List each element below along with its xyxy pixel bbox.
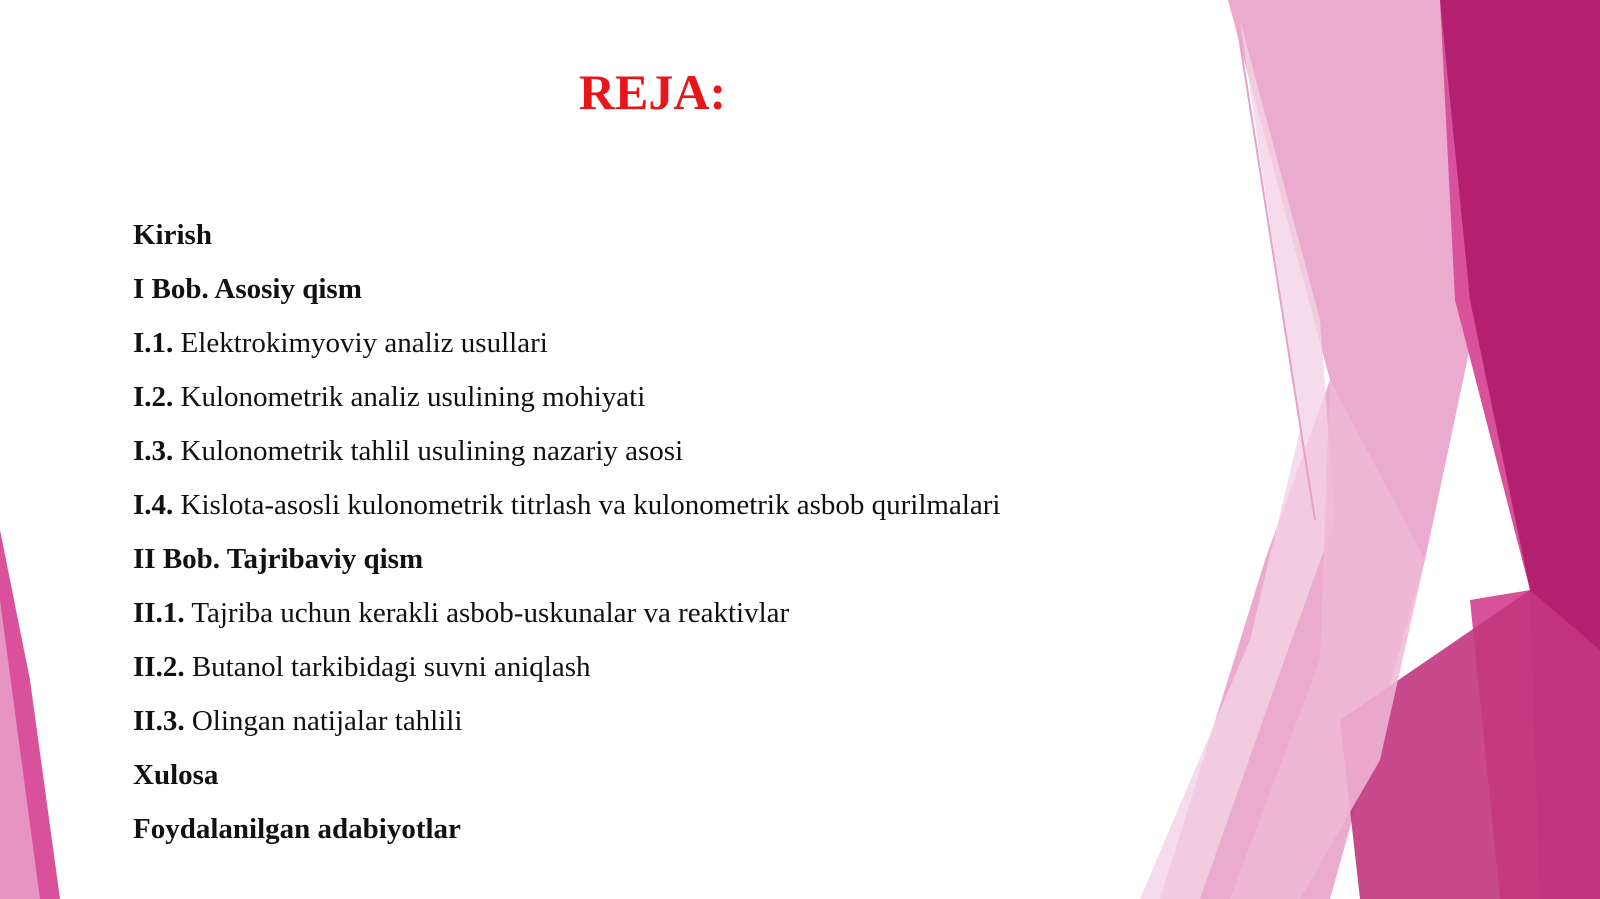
outline-item-text: Butanol tarkibidagi suvni aniqlash <box>191 651 591 683</box>
outline-item-number: I.3. <box>133 435 174 467</box>
outline-item-text: Kulonometrik tahlil usulining nazariy asosi <box>180 435 684 467</box>
outline-item-text: Xulosa <box>133 759 219 791</box>
outline-item-number: I.1. <box>133 327 174 359</box>
outline-item-text: Olingan natijalar tahlili <box>191 705 463 737</box>
outline-item-text: Tajriba uchun kerakli asbob-uskunalar va reaktivlar <box>191 597 790 629</box>
slide-title: REJA: <box>578 64 727 120</box>
outline-item-number: I.2. <box>133 381 174 413</box>
outline-item <box>133 208 1000 262</box>
outline-item-number: II.3. <box>133 705 185 737</box>
outline-item <box>133 424 1000 478</box>
outline-item <box>133 802 1000 856</box>
outline-item-number: I.4. <box>133 489 174 521</box>
outline-item <box>133 532 1000 586</box>
outline-item <box>133 370 1000 424</box>
outline-item-text: Kislota-asosli kulonometrik titrlash va kulonometrik asbob qurilmalari <box>180 489 1001 521</box>
outline-item-text: Elektrokimyoviy analiz usullari <box>180 327 548 359</box>
outline-item-text: Kirish <box>133 219 212 251</box>
plan-outline <box>133 208 1000 856</box>
outline-item-text: I Bob. Asosiy qism <box>133 273 362 305</box>
outline-item <box>133 586 1000 640</box>
outline-item-text: II Bob. Tajribaviy qism <box>133 543 424 575</box>
outline-item-number: II.1. <box>133 597 185 629</box>
outline-item <box>133 316 1000 370</box>
outline-item <box>133 694 1000 748</box>
outline-item-text: Foydalanilgan adabiyotlar <box>133 813 461 845</box>
outline-item-text: Kulonometrik analiz usulining mohiyati <box>180 381 646 413</box>
outline-item <box>133 640 1000 694</box>
outline-item-number: II.2. <box>133 651 185 683</box>
outline-item <box>133 262 1000 316</box>
outline-item <box>133 478 1000 532</box>
outline-item <box>133 748 1000 802</box>
